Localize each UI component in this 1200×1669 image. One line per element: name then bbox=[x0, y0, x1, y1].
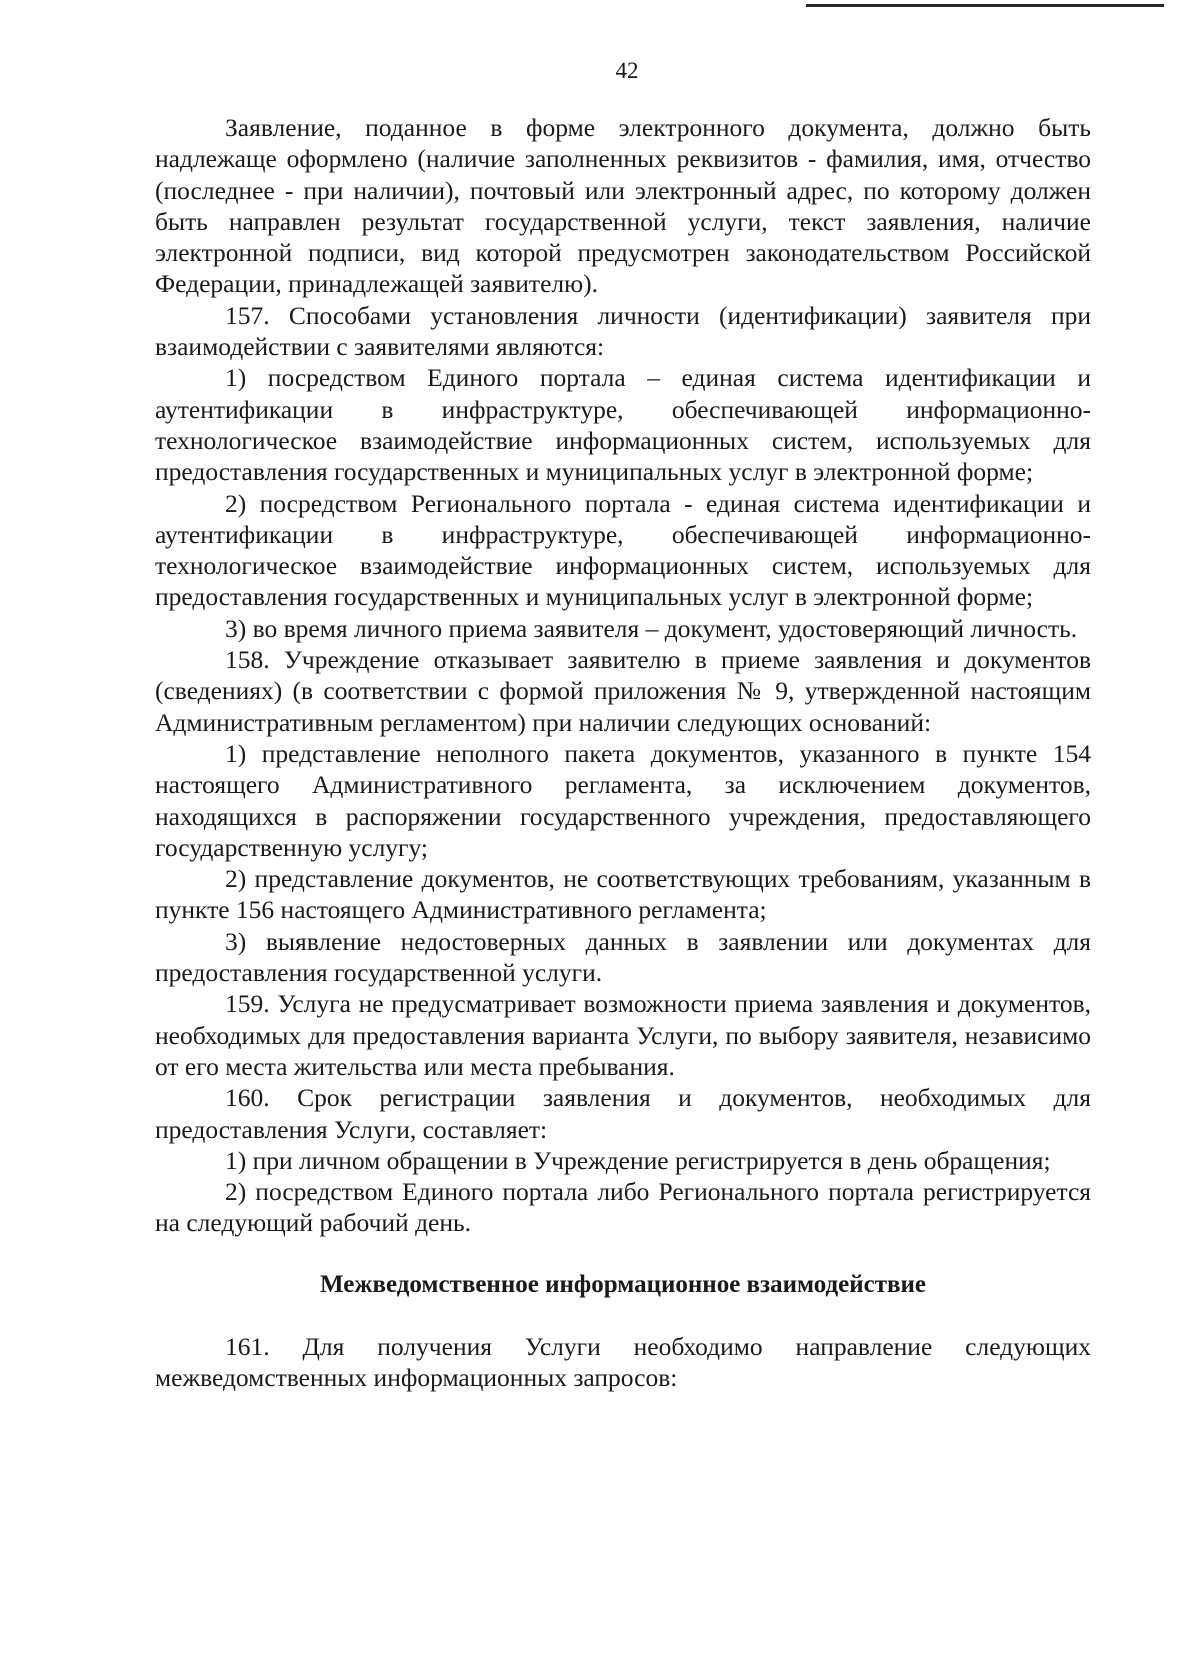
paragraph: 1) посредством Единого портала – единая система идентификации и аутентификации в инфраструктуре, обеспечивающей информационно-технологическое взаимодействие информационных систем, используемых для предоставления государственных и муниципальных услуг в электронной форме; bbox=[155, 363, 1091, 487]
paragraph: 3) выявление недостоверных данных в заявлении или документах для предоставления государственной услуги. bbox=[155, 926, 1091, 988]
paragraph: 2) посредством Регионального портала - единая система идентификации и аутентификации в инфраструктуре, обеспечивающей информационно-технологическое взаимодействие информационных систем, используемых для предоставления государственных и муниципальных услуг в электронной форме; bbox=[155, 488, 1091, 612]
paragraph: 161. Для получения Услуги необходимо направление следующих межведомственных информационных запросов: bbox=[155, 1331, 1091, 1393]
page-number: 42 bbox=[615, 58, 639, 83]
paragraph: 159. Услуга не предусматривает возможности приема заявления и документов, необходимых для предоставления варианта Услуги, по выбору заявителя, независимо от его места жительства или места пребывания. bbox=[155, 989, 1091, 1081]
paragraph: 1) представление неполного пакета документов, указанного в пункте 154 настоящего Административного регламента, за исключением документов, находящихся в распоряжении государственного учреждения, предоставляющего государственную услугу; bbox=[155, 738, 1091, 862]
paragraph: 3) во время личного приема заявителя – документ, удостоверяющий личность. bbox=[225, 613, 1078, 643]
paragraph: 160. Срок регистрации заявления и документов, необходимых для предоставления Услуги, составляет: bbox=[155, 1083, 1091, 1144]
top-rule bbox=[806, 4, 1164, 7]
paragraph: 158. Учреждение отказывает заявителю в приеме заявления и документов (сведениях) (в соответствии с формой приложения № 9, утвержденной настоящим Административным регламентом) при наличии следующих оснований: bbox=[155, 645, 1091, 737]
document-body bbox=[155, 112, 1091, 1394]
section-heading: Межведомственное информационное взаимодействие bbox=[320, 1270, 926, 1298]
paragraph: 2) посредством Единого портала либо Регионального портала регистрируется на следующий рабочий день. bbox=[155, 1177, 1091, 1238]
paragraph: 2) представление документов, не соответствующих требованиям, указанным в пункте 156 настоящего Административного регламента; bbox=[155, 864, 1091, 925]
paragraph: 1) при личном обращении в Учреждение регистрируется в день обращения; bbox=[225, 1145, 1051, 1175]
paragraph: Заявление, поданное в форме электронного документа, должно быть надлежаще оформлено (наличие заполненных реквизитов - фамилия, имя, отчество (последнее - при наличии), почтовый или электронный адрес, по которому должен быть направлен результат государственной услуги, текст заявления, наличие электронной подписи, вид которой предусмотрен законодательством Российской Федерации, принадлежащей заявителю). bbox=[155, 113, 1091, 299]
paragraph: 157. Способами установления личности (идентификации) заявителя при взаимодействии с заявителями являются: bbox=[155, 300, 1091, 362]
